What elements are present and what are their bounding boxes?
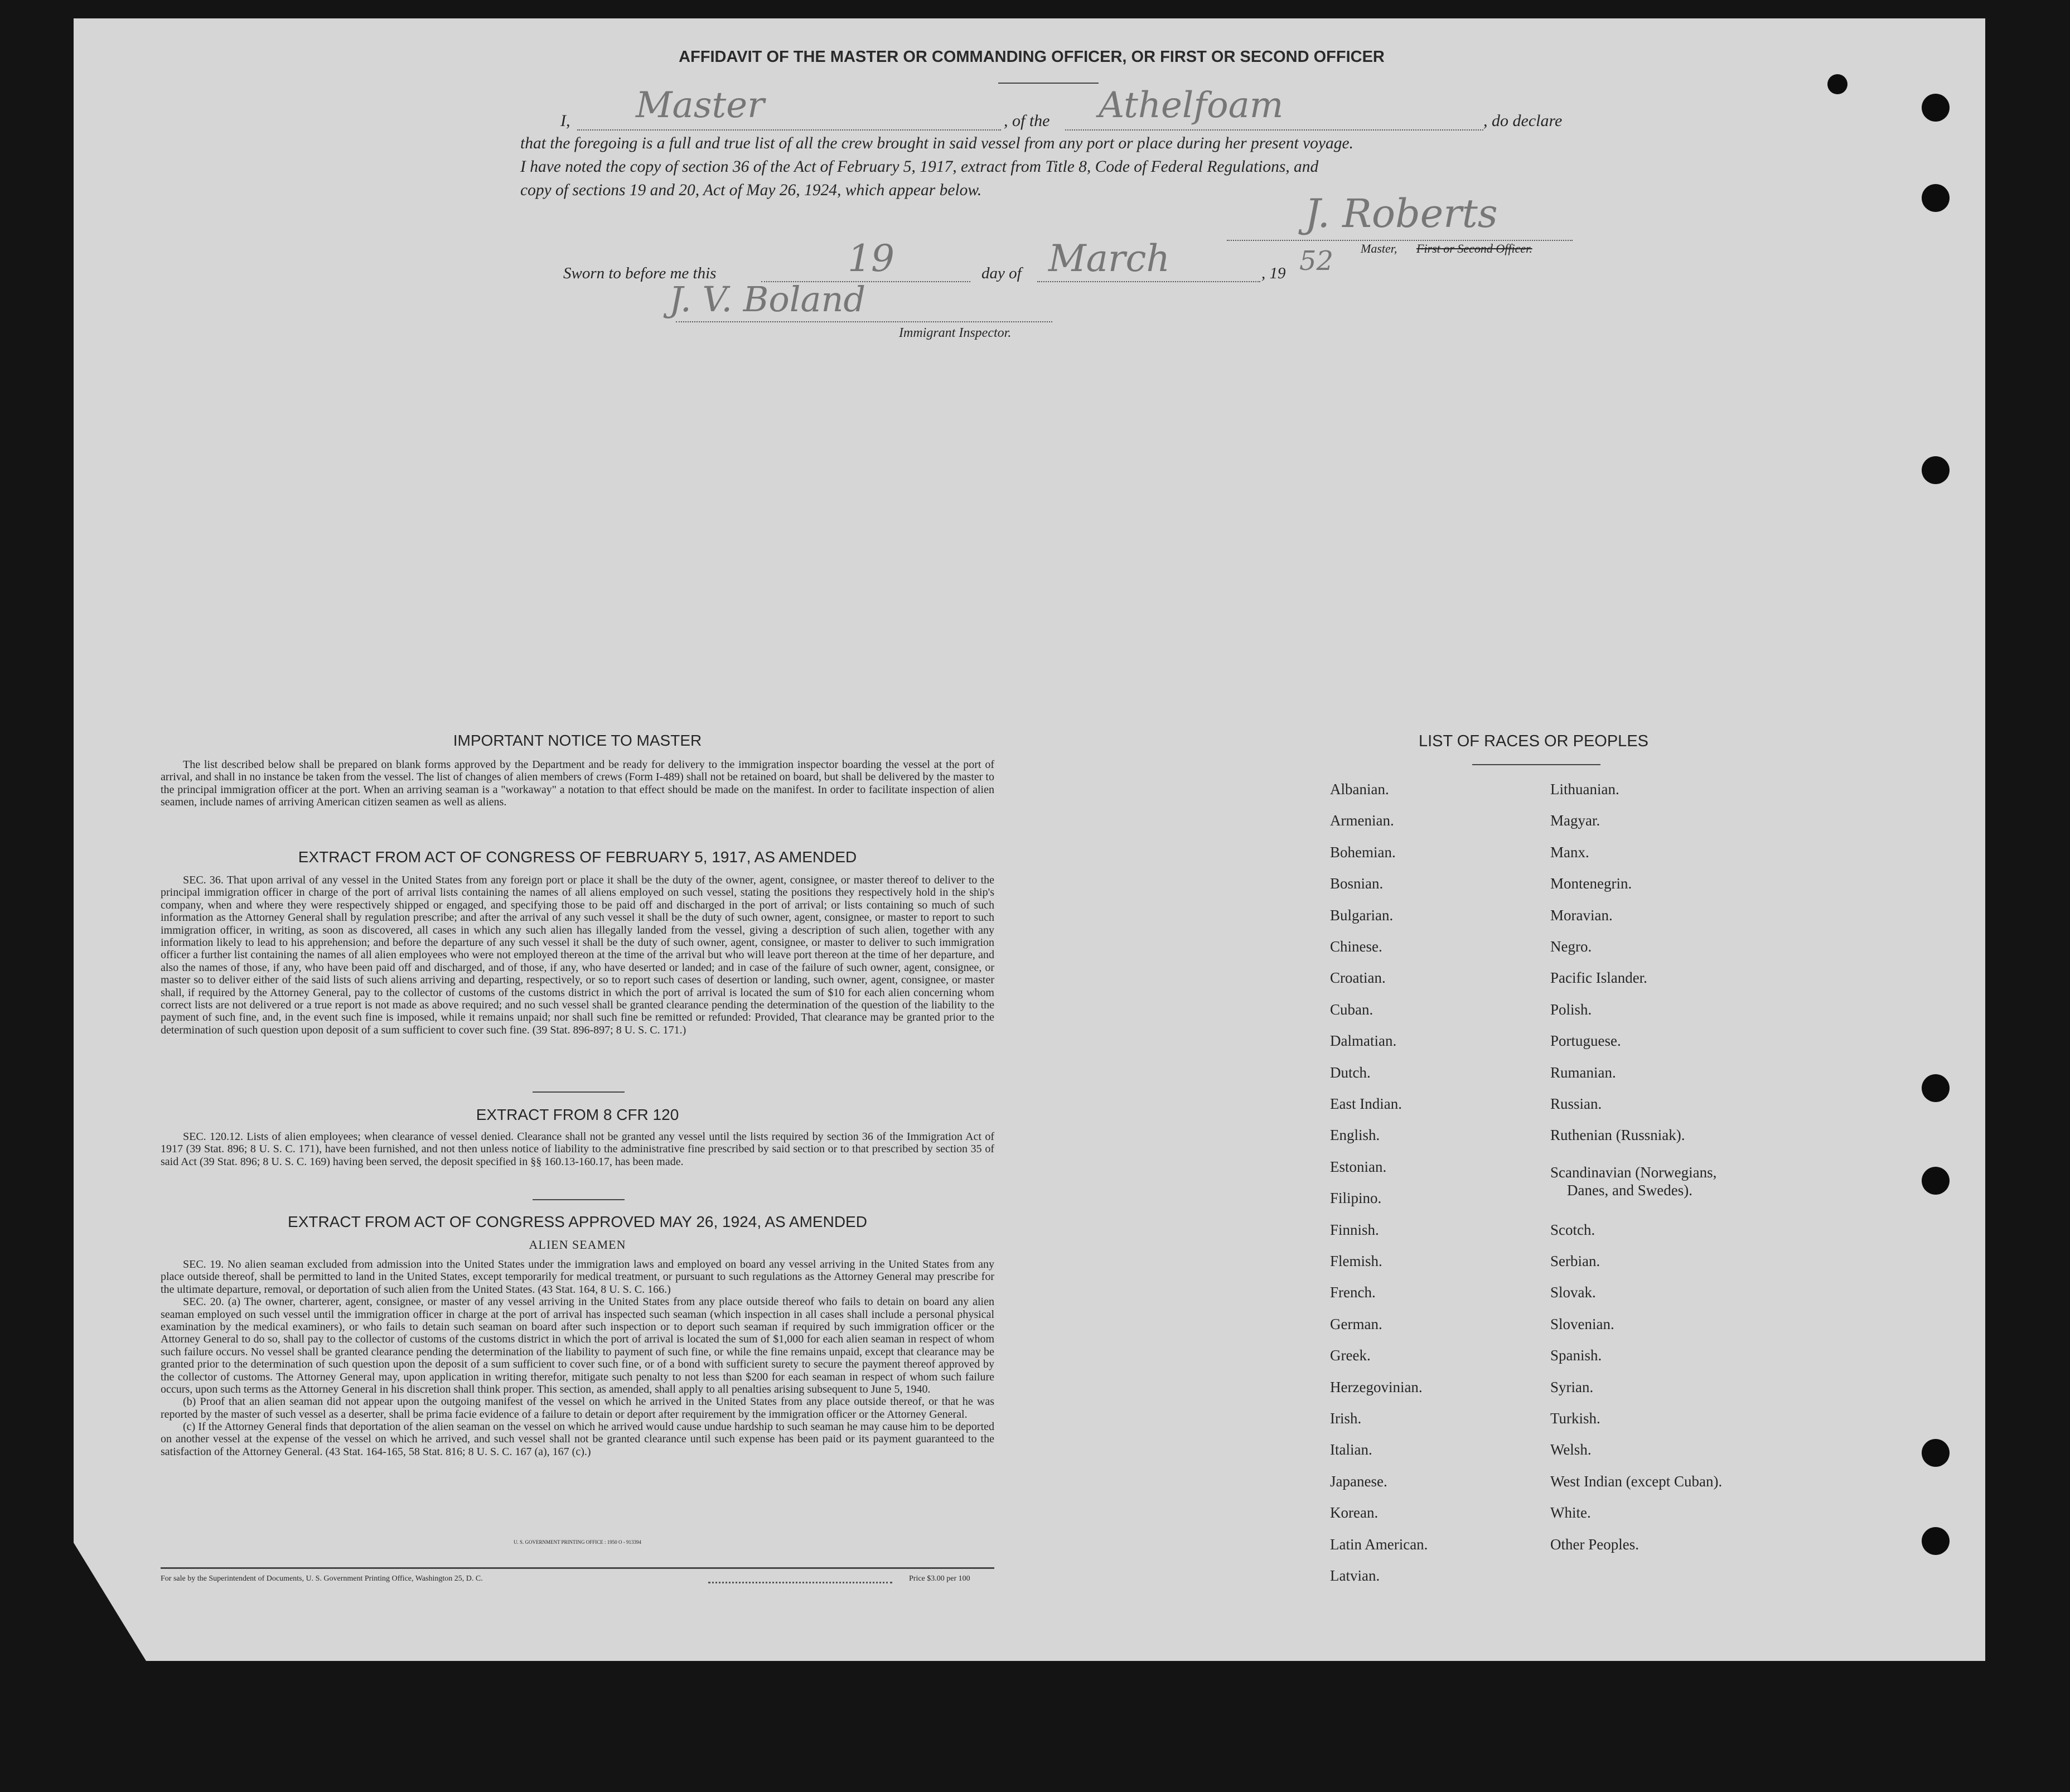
race-item: Chinese. (1330, 938, 1382, 955)
race-item: Moravian. (1550, 906, 1613, 924)
race-item: Scotch. (1550, 1221, 1595, 1238)
race-item: Flemish. (1330, 1253, 1382, 1269)
sec-19-paragraph: SEC. 19. No alien seaman excluded from admission into the United States under the immigration laws and employed on board any vessel arriving in the United States from any place outside thereof, shall be permitted to land in the United States, except temporarily for medical treatment, or pursuant to such regulations as the Attorney General may prescribe for the ultimate departure, removal, or deportation of such alien from the United States. (43 Stat. 164, 8 U. S. C. 166.) (161, 1258, 994, 1296)
race-item: Manx. (1550, 843, 1589, 861)
race-item: Ruthenian (Russniak). (1550, 1127, 1685, 1144)
extract-cfr-heading: EXTRACT FROM 8 CFR 120 (476, 1106, 679, 1123)
affidavit-body-3: copy of sections 19 and 20, Act of May 26, 1924, which appear below. (520, 181, 982, 199)
affidavit-heading: AFFIDAVIT OF THE MASTER OR COMMANDING OFFICER, OR FIRST OR SECOND OFFICER (679, 48, 1385, 66)
day-of-label: day of (981, 264, 1022, 282)
footer-left: For sale by the Superintendent of Documents, U. S. Government Printing Office, Washington 25, D. C. (161, 1574, 483, 1583)
extract-cfr-text (161, 1131, 994, 1168)
affidavit-body-1: that the foregoing is a full and true list of all the crew brought in said vessel from any port or place during her present voyage. (520, 134, 1353, 152)
punch-hole (1922, 1527, 1950, 1555)
sec-120-paragraph: SEC. 120.12. Lists of alien employees; when clearance of vessel denied. Clearance shall not be granted any vessel until the lists required by section 36 of the Immigration Act of 1917 (39 Stat. 896; 8 U. S. C. 171), have been furnished, and not then unless notice of liability to the administrative fine prescribed by said section or to that prescribed by section 35 of said Act (39 Stat. 896; 8 U. S. C. 169) having been served, the deposit specified in §§ 160.13-160.17, has been made. (161, 1131, 994, 1168)
punch-hole (1922, 94, 1950, 122)
race-item: Italian. (1330, 1441, 1372, 1458)
sec-36-paragraph: SEC. 36. That upon arrival of any vessel in the United States from any foreign port or place it shall be the duty of the owner, agent, consignee, or master thereof to deliver to the principal immigration officer in charge of the port of arrival lists containing the names of all aliens employed on such vessel, stating the positions they respectively hold in the ship's company, when and where they were respectively shipped or engaged, and specifying those to be paid off and discharged in the port of arrival; or lists containing so much of such information as the Attorney General shall by regulation prescribe; and after the arrival of any such vessel it shall be the duty of such owner, agent, consignee, or master to report to such immigration officer, in writing, as soon as discovered, all cases in which any such alien has illegally landed from the vessel, giving a description of such alien, together with any information likely to lead to his apprehension; and before the departure of any such vessel it shall be the duty of such owner, agent, consignee, or master to deliver to such immigration officer a further list containing the names of all alien employees who were not employed thereon at the time of the arrival but who will leave port thereon at the time of her departure, and also the names of those, if any, who have been paid off and discharged, and of those, if any, who have deserted or landed; and in case of the failure of such owner, agent, consignee, or master so to deliver either of the said lists of such aliens arriving and departing, respectively, or so to report such cases of desertion or landing, such owner, agent, consignee, or master shall, if required by the Attorney General, pay to the collector of customs of the customs district in which the port of arrival is located the sum of $10 for each alien concerning whom correct lists are not delivered or a true report is not made as above required; and no such vessel shall be granted clearance pending the determination of the question of the liability to the payment of such fine, and, in the event such fine is imposed, while it remains unpaid; nor shall such fine be remitted or refunded: Provided, That clearance may be granted prior to the determination of such question upon deposit of a sum sufficient to cover such fine. (39 Stat. 896-897; 8 U. S. C. 171.) (161, 874, 994, 1036)
master-signature: J. Roberts (1305, 191, 1498, 236)
punch-hole (1922, 1074, 1950, 1102)
race-item: Dutch. (1330, 1064, 1371, 1081)
sworn-label: Sworn to before me this (563, 264, 717, 282)
vessel-handwriting: Athelfoam (1099, 85, 1284, 126)
race-item: Slovenian. (1550, 1315, 1614, 1332)
race-item: Danes, and Swedes). (1567, 1181, 1692, 1199)
struck-officer-label: First or Second Officer. (1416, 241, 1532, 255)
races-heading: LIST OF RACES OR PEOPLES (1418, 732, 1649, 750)
race-item: Latvian. (1330, 1567, 1380, 1584)
inspector-label: Immigrant Inspector. (899, 326, 1012, 340)
race-item: Bohemian. (1330, 843, 1396, 861)
year-handwriting: 52 (1299, 245, 1334, 277)
race-item: Irish. (1330, 1410, 1362, 1427)
race-item: Cuban. (1330, 1001, 1373, 1018)
sec-20a-paragraph: SEC. 20. (a) The owner, charterer, agent, consignee, or master of any vessel arriving in the United States from any place outside thereof who fails to detain on board any alien seaman employed on such vessel until the immigration officer in charge at the port of arrival has inspected such seaman (which inspection in all cases shall include a personal physical examination by the medical examiners), or who fails to detain such seaman on board after such inspection or to deport such seaman if required by such immigration officer or the Attorney General to do so, shall pay to the collector of customs of the customs district in which the port of arrival is located the sum of $1,000 for each alien seaman in respect of whom such failure occurs. No vessel shall be granted clearance pending the determination of the liability to payment of such fine, or while the fine remains unpaid, except that clearance may be granted prior to the determination of such question upon the deposit of a sum sufficient to cover such fine, or of a bond with sufficient surety to secure the payment thereof approved by the collector of customs. The Attorney General may, upon application in writing therefor, mitigate such penalty to not less than $200 for each seaman in respect of whom such failure occurs, upon such terms as the Attorney General in his discretion shall think proper. This section, as amended, shall apply to all penalties arising subsequent to June 5, 1940. (161, 1296, 994, 1395)
signature-line (1227, 240, 1573, 241)
do-declare-label: , do declare (1483, 112, 1563, 130)
extract-1924-heading: EXTRACT FROM ACT OF CONGRESS APPROVED MAY 26, 1924, AS AMENDED (288, 1213, 867, 1230)
race-item: Dalmatian. (1330, 1032, 1397, 1050)
race-item: Other Peoples. (1550, 1535, 1639, 1553)
notice-heading: IMPORTANT NOTICE TO MASTER (453, 732, 702, 749)
punch-hole (1827, 74, 1847, 94)
affidavit-body-2: I have noted the copy of section 36 of the Act of February 5, 1917, extract from Title 8, Code of Federal Regulations, and (520, 158, 1319, 176)
race-item: Magyar. (1550, 812, 1600, 829)
punch-hole (1922, 1167, 1950, 1195)
race-item: English. (1330, 1127, 1380, 1144)
races-rule (1472, 764, 1600, 765)
section-rule (533, 1091, 625, 1093)
race-item: Spanish. (1550, 1347, 1602, 1364)
extract-1924-text (161, 1258, 994, 1458)
race-item: Scandinavian (Norwegians, (1550, 1163, 1717, 1181)
section-rule (533, 1199, 625, 1200)
race-item: Russian. (1550, 1095, 1602, 1112)
race-item: Syrian. (1550, 1378, 1594, 1395)
footer-right: Price $3.00 per 100 (909, 1574, 970, 1583)
heading-rule (998, 83, 1099, 84)
race-item: White. (1550, 1504, 1591, 1521)
race-item: Greek. (1330, 1347, 1371, 1364)
sec-20c-paragraph: (c) If the Attorney General finds that deportation of the alien seaman on the vessel on which he arrived would cause undue hardship to such seaman he may cause him to be deported on another vessel at the expense of the vessel on which he arrived, and such vessel shall not be granted clearance until such expense has been paid or its payment guaranteed to the satisfaction of the Attorney General. (43 Stat. 164-165, 58 Stat. 816; 8 U. S. C. 167 (a), 167 (c).) (161, 1421, 994, 1458)
race-item: Croatian. (1330, 969, 1386, 987)
footer-rule (161, 1567, 994, 1569)
race-item: Japanese. (1330, 1472, 1387, 1490)
master-handwriting: Master (636, 85, 765, 126)
printer-imprint: U. S. GOVERNMENT PRINTING OFFICE : 1950 O - 913394 (513, 1539, 642, 1545)
master-label: Master, (1361, 241, 1397, 255)
race-item: Lithuanian. (1550, 781, 1619, 798)
punch-hole (1922, 456, 1950, 484)
sec-20b-paragraph: (b) Proof that an alien seaman did not appear upon the outgoing manifest of the vessel on which he arrived in the United States from any place outside thereof, or that he was reported by the master of such vessel as a deserter, shall be prima facie evidence of a failure to detain or deport after requirement by the immigration officer or the Attorney General. (161, 1395, 994, 1421)
vessel-line (1065, 129, 1483, 131)
race-item: Polish. (1550, 1001, 1592, 1018)
footer-leader (708, 1582, 892, 1583)
race-item: Pacific Islander. (1550, 969, 1647, 987)
race-item: West Indian (except Cuban). (1550, 1472, 1723, 1490)
race-item: Finnish. (1330, 1221, 1379, 1238)
master-line (577, 129, 1001, 131)
race-item: Latin American. (1330, 1535, 1428, 1553)
extract-1917-heading: EXTRACT FROM ACT OF CONGRESS OF FEBRUARY 5, 1917, AS AMENDED (298, 848, 857, 866)
i-label: I, (560, 112, 570, 130)
notice-text (161, 759, 994, 809)
race-item: Herzegovinian. (1330, 1378, 1423, 1395)
day-handwriting: 19 (848, 237, 894, 280)
race-item: Turkish. (1550, 1410, 1600, 1427)
race-item: Rumanian. (1550, 1064, 1616, 1081)
race-item: Negro. (1550, 938, 1592, 955)
race-item: Korean. (1330, 1504, 1379, 1521)
race-item: Filipino. (1330, 1190, 1382, 1207)
race-item: Serbian. (1550, 1253, 1600, 1269)
of-the-label: , of the (1004, 112, 1050, 130)
race-item: French. (1330, 1284, 1376, 1301)
punch-hole (1922, 184, 1950, 212)
race-item: Welsh. (1550, 1441, 1592, 1458)
race-item: East Indian. (1330, 1095, 1402, 1112)
month-handwriting: March (1048, 237, 1170, 280)
race-item: German. (1330, 1315, 1382, 1332)
race-item: Portuguese. (1550, 1032, 1621, 1050)
race-item: Estonian. (1330, 1158, 1387, 1175)
race-item: Bosnian. (1330, 875, 1384, 892)
race-item: Armenian. (1330, 812, 1394, 829)
month-line (1037, 281, 1260, 282)
notice-paragraph: The list described below shall be prepared on blank forms approved by the Department and be ready for delivery to the immigration inspector boarding the vessel at the port of arrival, and shall in no instance be taken from the vessel. The list of changes of alien members of crews (Form I-489) shall not be retained on board, but shall be delivered by the master to the principal immigration officer at the port. When an arriving seaman is a "workaway" a notation to that effect should be made on the manifest. In order to facilitate inspection of alien seamen, include names of arriving American citizen seamen as well as aliens. (161, 759, 994, 809)
year-prefix: , 19 (1261, 264, 1286, 282)
extract-1917-text (161, 874, 994, 1036)
race-item: Montenegrin. (1550, 875, 1632, 892)
punch-hole (1922, 1439, 1950, 1467)
race-item: Albanian. (1330, 781, 1389, 798)
race-item: Bulgarian. (1330, 906, 1394, 924)
inspector-line (676, 321, 1052, 322)
alien-seamen-subheading: ALIEN SEAMEN (529, 1238, 626, 1252)
inspector-signature: J. V. Boland (669, 279, 866, 320)
race-item: Slovak. (1550, 1284, 1596, 1301)
